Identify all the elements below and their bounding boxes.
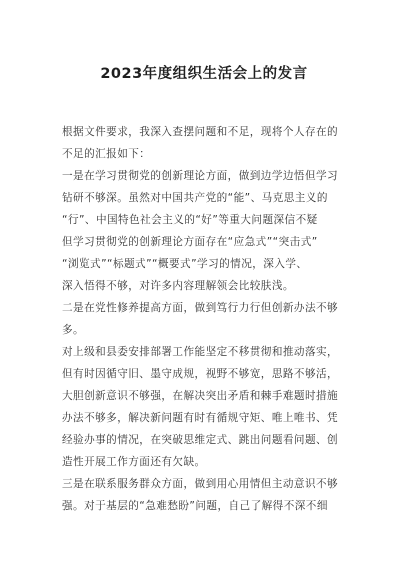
paragraph-line: 对上级和县委安排部署工作能坚定不移贯彻和推动落实， bbox=[62, 346, 339, 358]
document-body bbox=[62, 121, 352, 517]
paragraph-line: 一是在学习贯彻党的创新理论方面，做到边学边悟但学习 bbox=[62, 170, 339, 182]
paragraph-line: 根据文件要求，我深入查摆问题和不足，现将个人存在的 bbox=[62, 126, 339, 138]
paragraph-line: “行”、中国特色社会主义的“好”等重大问题深信不疑 bbox=[62, 214, 318, 226]
paragraph-line: 钻研不够深。虽然对中国共产党的“能”、马克思主义的 bbox=[62, 192, 328, 204]
paragraph-line: 大胆创新意识不够强，在解决突出矛盾和棘手难题时措施 bbox=[62, 390, 339, 402]
paragraph-line: 造性开展工作方面还有欠缺。 bbox=[62, 456, 206, 468]
paragraph-line: 三是在联系服务群众方面，做到用心用情但主动意识不够 bbox=[62, 478, 339, 490]
document-title: 2023年度组织生活会上的发言 bbox=[100, 66, 308, 82]
paragraph-line: 二是在党性修养提高方面，做到笃行力行但创新办法不够 bbox=[62, 302, 339, 314]
paragraph-line: 深入悟得不够，对许多内容理解领会比较肤浅。 bbox=[62, 280, 294, 292]
paragraph-line: “浏览式”“标题式”“概要式”学习的情况，深入学、 bbox=[62, 258, 308, 270]
paragraph-line: 多。 bbox=[62, 324, 85, 336]
paragraph-line: 但学习贯彻党的创新理论方面存在“应急式”“突击式” bbox=[62, 236, 318, 248]
paragraph-line: 但有时因循守旧、墨守成规，视野不够宽，思路不够活， bbox=[62, 368, 339, 380]
paragraph-line: 经验办事的情况，在突破思维定式、跳出问题看问题、创 bbox=[62, 434, 339, 446]
paragraph-line: 不足的汇报如下： bbox=[62, 148, 151, 160]
paragraph-line: 强。对于基层的“急难愁盼”问题，自己了解得不深不细 bbox=[62, 500, 328, 512]
paragraph-line: 办法不够多，解决新问题有时有循规守矩、唯上唯书、凭 bbox=[62, 412, 339, 424]
